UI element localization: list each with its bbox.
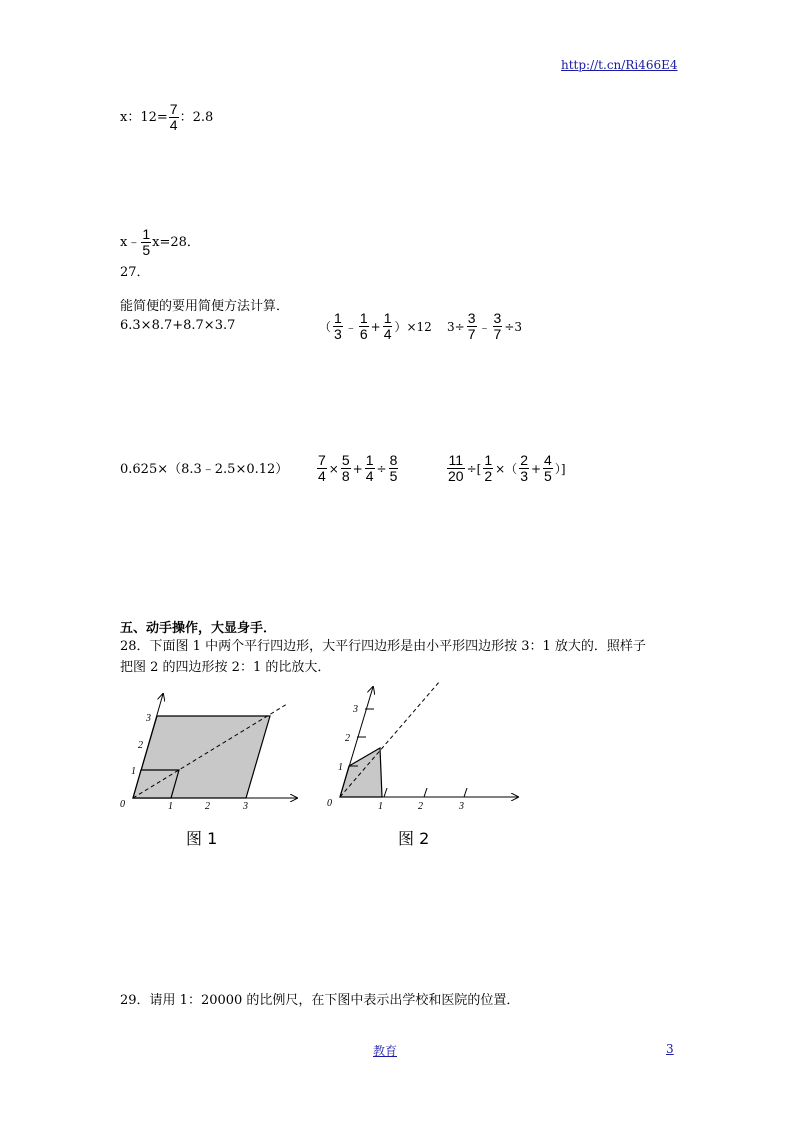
calc-a: 6.3×8.7+8.7×3.7 <box>120 318 236 333</box>
calc-c-f1-num: 3 <box>467 310 476 326</box>
fig2-y-tick-3: 3 <box>353 704 358 715</box>
calc-f <box>446 453 567 484</box>
calc-e-frac-1 <box>317 453 327 484</box>
calc-b-f3-num: 1 <box>383 310 392 326</box>
calc-e-f1-num: 7 <box>318 452 326 468</box>
calc-f-op-1: ÷[ <box>466 461 482 476</box>
calc-e-op-3: ÷ <box>376 461 387 476</box>
eq1-denominator: 4 <box>169 117 178 133</box>
question-27-instruction: 能简便的要用简便方法计算． <box>120 299 290 314</box>
calc-f-op-2: ×（ <box>495 461 518 476</box>
section-5-title: 五、动手操作，大显身手． <box>120 621 277 636</box>
calc-e-frac-3 <box>365 453 375 484</box>
fig2-x-tick-1: 1 <box>378 801 383 812</box>
calc-b-frac-1 <box>333 311 343 342</box>
question-29: 29．请用 1：20000 的比例尺，在下图中表示出学校和医院的位置． <box>120 993 520 1008</box>
calc-b-f1-num: 1 <box>334 310 342 326</box>
calc-f-f1-num: 11 <box>448 452 464 468</box>
figure-1 <box>115 680 315 850</box>
eq2-lhs: x﹣ <box>120 235 141 250</box>
calc-f-frac-2 <box>483 453 493 484</box>
calc-e-f4-den: 5 <box>389 468 398 484</box>
question-28-line-1: 28．下面图 1 中两个平行四边形，大平行四边形是由小平形四边形按 3：1 放大的．照样子 <box>120 639 646 654</box>
fig2-x-tick-2: 2 <box>418 801 423 812</box>
footer-page-number[interactable]: 3 <box>666 1042 674 1056</box>
fig2-x-tick-mark-1 <box>384 788 387 797</box>
eq1-fraction <box>169 102 179 133</box>
calc-f-f3-num: 2 <box>520 452 528 468</box>
eq2-rhs: x=28． <box>152 235 200 250</box>
calc-e <box>316 453 399 484</box>
calc-c <box>446 311 523 342</box>
eq2-denominator: 5 <box>142 242 151 258</box>
calc-f-f2-num: 1 <box>484 452 493 468</box>
fig1-x-tick-2: 2 <box>205 801 210 812</box>
calc-f-f4-num: 4 <box>544 452 552 468</box>
fig1-y-tick-3: 3 <box>146 713 151 724</box>
fig2-x-tick-mark-3 <box>464 788 467 797</box>
figure-2 <box>320 675 525 850</box>
calc-e-f4-num: 8 <box>389 452 398 468</box>
calc-f-f1-den: 20 <box>448 468 464 484</box>
calc-b <box>318 311 433 342</box>
calc-f-close: ）] <box>554 461 566 476</box>
fig1-x-tick-1: 1 <box>168 801 173 812</box>
fig1-origin-label: 0 <box>120 799 125 810</box>
calc-f-f2-den: 2 <box>484 468 493 484</box>
fig2-x-tick-mark-2 <box>424 788 427 797</box>
calc-c-op-1: ﹣ <box>478 319 491 334</box>
header-url-link[interactable]: http://t.cn/Ri466E4 <box>561 58 678 72</box>
footer-center-link[interactable]: 教育 <box>373 1044 398 1058</box>
calc-d: 0.625×（8.3﹣2.5×0.12） <box>120 462 289 477</box>
eq1-rhs: ：2.8 <box>179 110 214 125</box>
calc-e-f2-den: 8 <box>341 468 350 484</box>
calc-f-frac-4 <box>543 453 553 484</box>
calc-b-f2-num: 1 <box>359 310 368 326</box>
fig1-y-tick-1: 1 <box>131 766 136 777</box>
calc-e-frac-2 <box>341 453 351 484</box>
calc-f-frac-3 <box>519 453 529 484</box>
calc-f-op-3: + <box>530 461 542 476</box>
calc-c-f2-den: 7 <box>493 326 502 342</box>
fig2-dashed-diagonal <box>340 681 440 797</box>
calc-b-f3-den: 4 <box>383 326 392 342</box>
eq2-numerator: 1 <box>142 226 151 242</box>
calc-c-post: ÷3 <box>504 319 523 334</box>
calc-b-lparen: （ <box>319 319 332 334</box>
eq1-lhs: x：12= <box>120 110 168 125</box>
figure-1-caption: 图 1 <box>186 829 218 848</box>
fig2-y-tick-2: 2 <box>345 733 350 744</box>
equation-2 <box>120 227 200 258</box>
figure-2-caption: 图 2 <box>398 829 430 848</box>
calc-e-frac-4 <box>389 453 399 484</box>
calc-e-f1-den: 4 <box>318 468 326 484</box>
equation-1 <box>120 102 213 133</box>
calc-e-f3-num: 1 <box>365 452 374 468</box>
calc-b-frac-3 <box>383 311 393 342</box>
question-28-line-2: 把图 2 的四边形按 2：1 的比放大． <box>120 660 331 675</box>
calc-b-f2-den: 6 <box>359 326 368 342</box>
calc-c-f2-num: 3 <box>493 310 502 326</box>
calc-c-frac-2 <box>493 311 503 342</box>
calc-f-frac-1 <box>447 453 465 484</box>
calc-f-f4-den: 5 <box>544 468 552 484</box>
calc-e-op-2: + <box>352 461 363 476</box>
eq1-numerator: 7 <box>169 101 178 117</box>
eq2-fraction <box>141 227 151 258</box>
calc-f-f3-den: 3 <box>520 468 528 484</box>
calc-b-frac-2 <box>359 311 369 342</box>
calc-b-f1-den: 3 <box>334 326 342 342</box>
calc-b-rparen: ）×12 <box>394 319 432 334</box>
fig2-x-tick-3: 3 <box>459 801 464 812</box>
calc-e-op-1: × <box>328 461 339 476</box>
calc-c-f1-den: 7 <box>467 326 476 342</box>
calc-e-f2-num: 5 <box>341 452 350 468</box>
fig2-y-tick-1: 1 <box>338 762 343 773</box>
fig1-y-tick-2: 2 <box>138 740 143 751</box>
calc-b-op-1: ﹣ <box>344 319 357 334</box>
fig1-x-tick-3: 3 <box>243 801 248 812</box>
calc-e-f3-den: 4 <box>365 468 374 484</box>
question-27-number: 27． <box>120 265 150 280</box>
fig2-origin-label: 0 <box>327 798 332 809</box>
calc-c-pre: 3÷ <box>447 319 465 334</box>
calc-c-frac-1 <box>467 311 477 342</box>
calc-b-op-2: + <box>370 319 381 334</box>
